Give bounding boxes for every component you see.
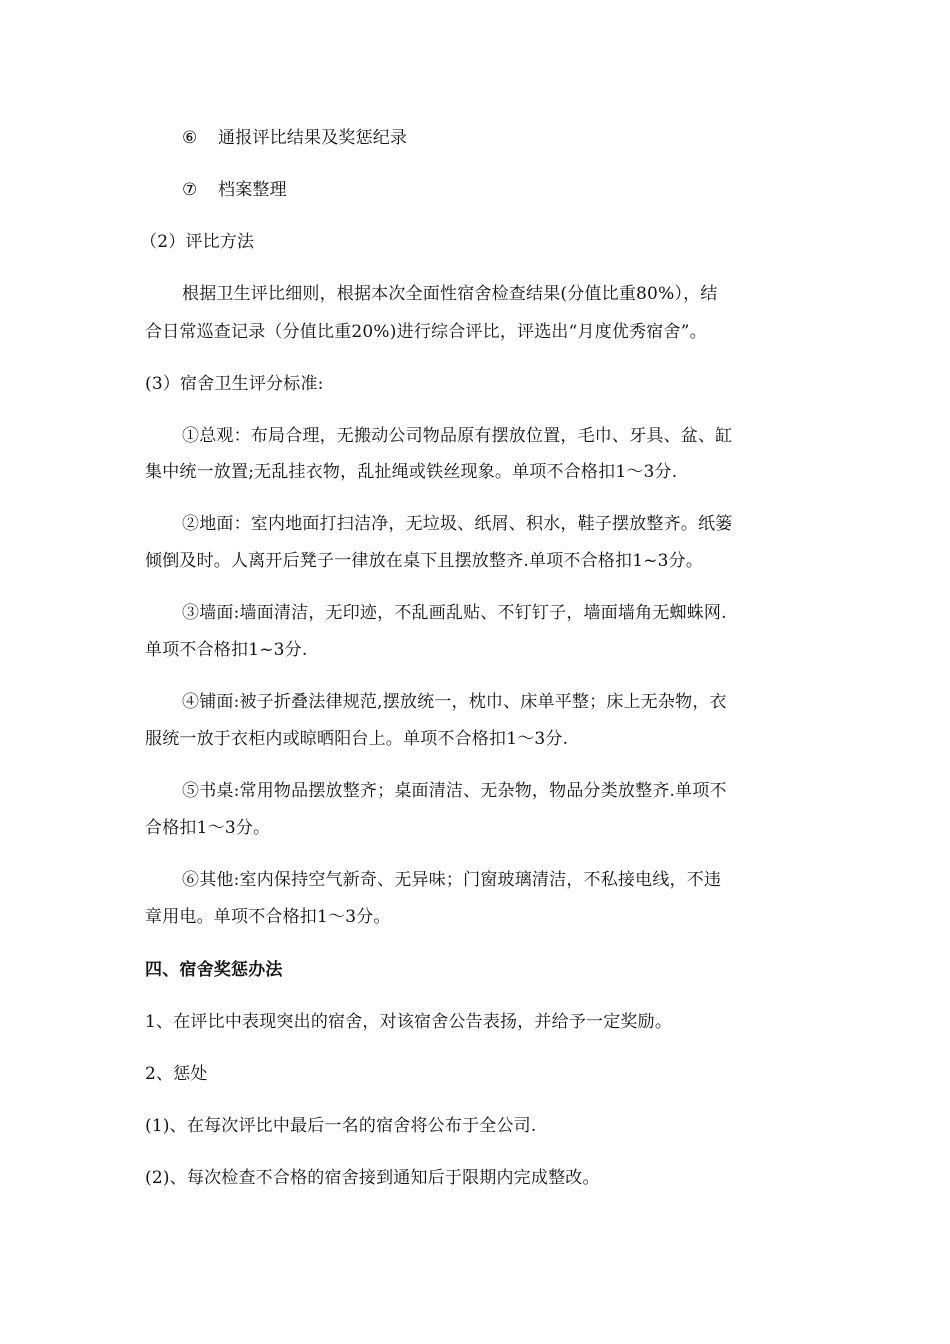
section-2-body-line: 根据卫生评比细则，根据本次全面性宿舍检查结果(分值比重80%），结 (182, 284, 718, 304)
standard-line: 章用电。单项不合格扣1～3分。 (145, 907, 391, 927)
section-2-heading: （2）评比方法 (140, 232, 255, 252)
standard-line: ⑤书桌:常用物品摆放整齐；桌面清洁、无杂物，物品分类放整齐.单项不 (182, 781, 727, 801)
list-item-text: 档案整理 (218, 180, 287, 200)
section-2-body-line: 合日常巡查记录（分值比重20%)进行综合评比，评选出“月度优秀宿舍”。 (145, 322, 707, 342)
list-item-text: 通报评比结果及奖惩纪录 (218, 128, 408, 148)
standard-line: 倾倒及时。人离开后凳子一律放在桌下且摆放整齐.单项不合格扣1~3分。 (145, 551, 704, 571)
list-marker: ⑦ (182, 180, 198, 200)
standard-line: ⑥其他:室内保持空气新奇、无异味；门窗玻璃清洁，不私接电线，不违 (182, 870, 722, 890)
standard-line: ①总观：布局合理，无搬动公司物品原有摆放位置，毛巾、牙具、盆、缸 (182, 426, 733, 446)
standard-line: 集中统一放置;无乱挂衣物，乱扯绳或铁丝现象。单项不合格扣1～3分. (145, 462, 678, 482)
list-marker: ⑥ (182, 128, 198, 148)
standard-line: 单项不合格扣1~3分. (145, 640, 308, 660)
penalty-heading: 2、惩处 (145, 1064, 208, 1084)
list-item (182, 128, 847, 148)
penalty-item: (2)、每次检查不合格的宿舍接到通知后于限期内完成整改。 (145, 1168, 600, 1188)
standard-line: ③墙面:墙面清洁，无印迹，不乱画乱贴、不钉钉子，墙面墙角无蜘蛛网. (182, 603, 727, 623)
section-3-heading: (3）宿舍卫生评分标准: (145, 374, 324, 394)
standard-line: ④铺面:被子折叠法律规范,摆放统一，枕巾、床单平整；床上无杂物，衣 (182, 692, 727, 712)
standard-line: 合格扣1～3分。 (145, 818, 271, 838)
standard-line: ②地面：室内地面打扫洁净，无垃圾、纸屑、积水，鞋子摆放整齐。纸篓 (182, 514, 733, 534)
penalty-item: (1)、在每次评比中最后一名的宿舍将公布于全公司. (145, 1116, 537, 1136)
section-4-heading: 四、宿舍奖惩办法 (145, 960, 283, 980)
standard-line: 服统一放于衣柜内或晾晒阳台上。单项不合格扣1～3分. (145, 729, 569, 749)
reward-item: 1、在评比中表现突出的宿舍，对该宿舍公告表扬，并给予一定奖励。 (145, 1012, 673, 1032)
list-item (182, 180, 847, 200)
